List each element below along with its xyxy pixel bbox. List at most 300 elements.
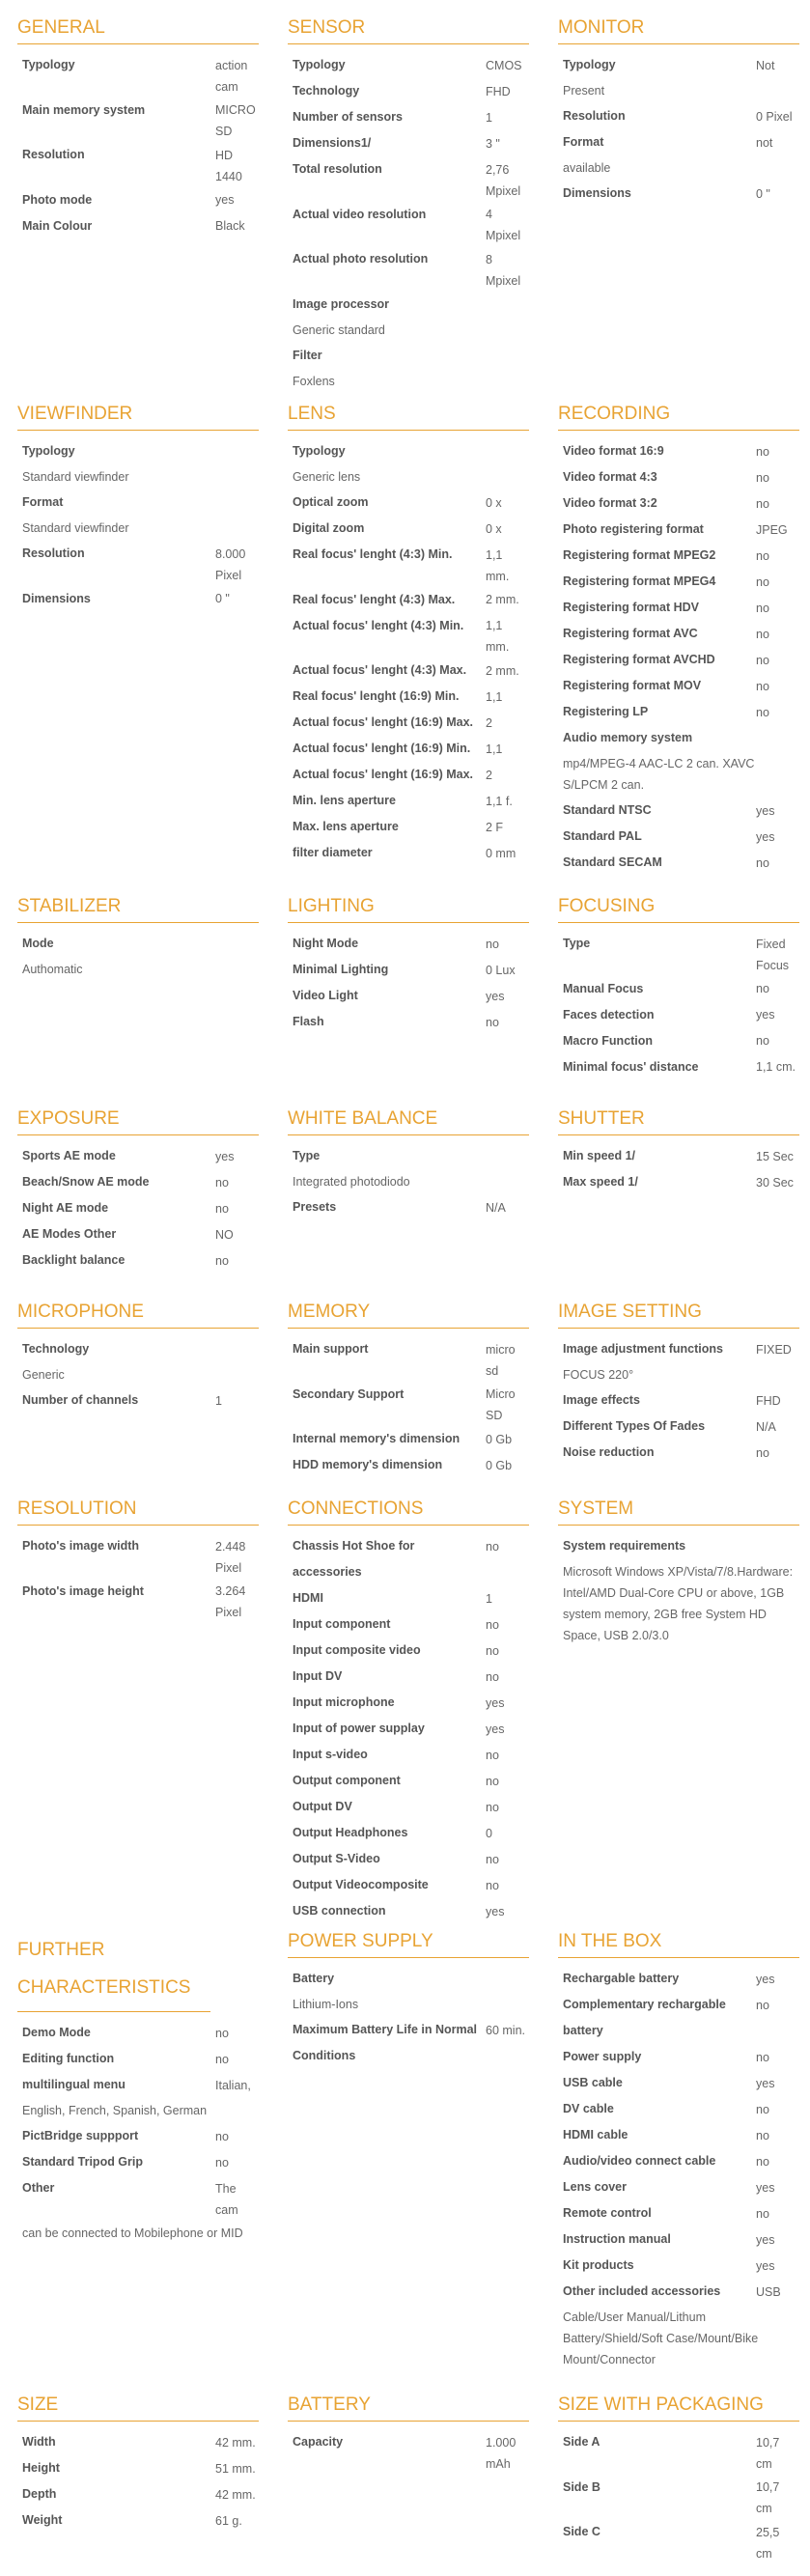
spec-value: 0 Lux	[486, 963, 516, 977]
spec-value: no	[756, 627, 769, 641]
spec-label: Registering format AVCHD	[563, 653, 715, 666]
spec-row	[22, 2020, 259, 2046]
spec-text: Authomatic	[22, 963, 83, 976]
spec-label: Actual focus' lenght (4:3) Max.	[293, 663, 467, 677]
spec-row	[22, 98, 259, 143]
spec-value: no	[215, 1175, 229, 1190]
spec-row	[293, 1898, 529, 1924]
spec-value: 25,5 cm	[756, 2525, 780, 2561]
spec-value: no	[756, 679, 769, 693]
spec-value: NO	[215, 1227, 234, 1242]
spec-row	[563, 438, 799, 464]
spec-value: 1,1	[486, 689, 503, 704]
spec-row	[22, 187, 259, 213]
spec-label: Number of channels	[22, 1393, 139, 1407]
spec-value: FIXED	[756, 1342, 792, 1357]
spec-label: Main support	[293, 1342, 369, 1356]
spec-label: Audio/video connect cable	[563, 2154, 716, 2168]
spec-label: Standard PAL	[563, 829, 642, 843]
spec-value: USB	[756, 2284, 781, 2299]
spec-value: yes	[215, 1149, 235, 1163]
spec-row	[22, 2149, 259, 2175]
spec-label: Typology	[293, 58, 346, 71]
spec-list	[558, 52, 799, 207]
spec-row	[293, 684, 529, 710]
spec-row	[563, 103, 799, 129]
spec-value: 0 Pixel	[756, 109, 793, 124]
spec-row	[293, 202, 529, 247]
spec-label: Resolution	[22, 546, 85, 560]
spec-label: Dimensions1/	[293, 136, 372, 150]
spec-list	[288, 1533, 529, 1924]
spec-label: Real focus' lenght (4:3) Min.	[293, 547, 453, 561]
spec-list	[288, 1336, 529, 1478]
section-size-with-packaging	[558, 2394, 799, 2564]
spec-label: Rechargable battery	[563, 1972, 680, 1985]
spec-value: yes	[486, 1722, 505, 1736]
spec-value: no	[756, 2102, 769, 2116]
spec-row	[293, 587, 529, 613]
spec-list	[558, 2429, 799, 2564]
spec-value: MICRO SD	[215, 103, 256, 138]
spec-text: Generic lens	[293, 470, 361, 484]
spec-row	[563, 2200, 799, 2226]
spec-row	[563, 2044, 799, 2070]
spec-value: 0	[486, 1826, 492, 1840]
spec-row	[22, 1143, 259, 1169]
spec-value: 1	[486, 110, 492, 125]
spec-label: Macro Function	[563, 1033, 654, 1048]
section-title: POWER SUPPLY	[288, 1931, 529, 1958]
spec-value: yes	[756, 1972, 775, 1986]
spec-row	[22, 931, 259, 957]
spec-row	[293, 1638, 529, 1664]
spec-value: no	[756, 653, 769, 667]
spec-value: 1,1 cm.	[756, 1060, 796, 1074]
spec-label: Beach/Snow AE mode	[22, 1175, 150, 1189]
section-microphone	[17, 1302, 259, 1414]
spec-list	[558, 1143, 799, 1195]
spec-label: Digital zoom	[293, 521, 365, 535]
spec-row	[293, 130, 529, 156]
spec-value: 2	[486, 768, 492, 782]
spec-label: Output Videocomposite	[293, 1878, 429, 1891]
spec-row	[563, 2475, 799, 2520]
spec-label: Image adjustment functions	[563, 1342, 723, 1356]
spec-row	[293, 1872, 529, 1898]
spec-label: Optical zoom	[293, 495, 369, 509]
spec-value: 3 "	[486, 136, 500, 151]
spec-row	[563, 1028, 799, 1054]
spec-list	[558, 1336, 799, 1466]
spec-list	[288, 52, 529, 394]
spec-row	[293, 613, 529, 658]
spec-label: Format	[22, 495, 64, 509]
spec-list	[288, 2429, 529, 2475]
spec-label: multilingual menu	[22, 2078, 126, 2091]
spec-row	[563, 1966, 799, 1992]
spec-row	[22, 1247, 259, 1274]
spec-value: 42 mm.	[215, 2435, 256, 2450]
spec-value: micro sd	[486, 1342, 516, 1378]
spec-text: mp4/MPEG-4 AAC-LC 2 can. XAVC S/LPCM 2 can.	[563, 757, 755, 792]
spec-label: Max speed 1/	[563, 1175, 638, 1189]
spec-row	[293, 2017, 529, 2069]
spec-label: Registering format MOV	[563, 679, 702, 692]
spec-label: Input DV	[293, 1669, 343, 1683]
spec-row	[293, 490, 529, 516]
spec-label: Night AE mode	[22, 1201, 109, 1215]
spec-label: Filter	[293, 348, 322, 362]
section-title: LENS	[288, 404, 529, 431]
spec-row	[22, 490, 259, 516]
section-power-supply	[288, 1931, 529, 2069]
section-in-the-box	[558, 1931, 799, 2372]
spec-value: no	[486, 1539, 499, 1554]
spec-label: AE Modes Other	[22, 1227, 117, 1241]
spec-list	[558, 1966, 799, 2372]
spec-label: Input component	[293, 1617, 391, 1631]
spec-text: FOCUS 220°	[563, 1368, 634, 1382]
spec-row	[293, 343, 529, 369]
spec-label: Total resolution	[293, 162, 382, 176]
spec-row	[563, 2519, 799, 2564]
spec-value: no	[486, 1617, 499, 1632]
spec-row	[293, 1690, 529, 1716]
spec-value: no	[756, 1998, 769, 2012]
spec-value: Micro SD	[486, 1387, 516, 1422]
spec-row	[563, 1992, 799, 2044]
spec-label: Output Headphones	[293, 1826, 408, 1839]
spec-value: 4 Mpixel	[486, 208, 521, 242]
spec-row	[563, 464, 799, 490]
spec-list	[17, 2429, 259, 2534]
spec-label: Technology	[22, 1342, 90, 1356]
spec-row	[293, 104, 529, 130]
section-title: IMAGE SETTING	[558, 1302, 799, 1329]
spec-row	[563, 1002, 799, 1028]
spec-row	[22, 1221, 259, 1247]
spec-value: no	[756, 705, 769, 719]
spec-value: HD 1440	[215, 148, 242, 183]
spec-label: Image effects	[563, 1393, 640, 1407]
spec-label: Real focus' lenght (16:9) Min.	[293, 689, 460, 703]
spec-row	[22, 2429, 259, 2455]
spec-row	[563, 1336, 799, 1362]
spec-label: Registering LP	[563, 705, 649, 718]
section-stabilizer	[17, 896, 259, 982]
spec-list	[558, 438, 799, 876]
spec-row	[563, 976, 799, 1002]
section-title: FOCUSING	[558, 896, 799, 923]
spec-label: Complementary rechargable battery	[563, 1998, 726, 2037]
spec-value: no	[486, 1015, 499, 1029]
spec-list	[558, 1533, 799, 1648]
spec-value: yes	[215, 193, 235, 207]
spec-value: no	[756, 855, 769, 870]
section-title: STABILIZER	[17, 896, 259, 923]
spec-text: Foxlens	[293, 374, 335, 388]
spec-label: Different Types Of Fades	[563, 1419, 706, 1433]
spec-label: Presets	[293, 1200, 337, 1214]
spec-list	[17, 438, 259, 612]
spec-label: Photo's image height	[22, 1583, 144, 1598]
spec-label: Battery	[293, 1972, 335, 1985]
spec-row	[563, 1054, 799, 1080]
spec-row	[293, 1533, 529, 1585]
section-image-setting	[558, 1302, 799, 1466]
spec-label: Input s-video	[293, 1748, 368, 1761]
section-lens	[288, 404, 529, 866]
spec-value: 15 Sec	[756, 1149, 794, 1163]
spec-label: Sports AE mode	[22, 1149, 116, 1162]
spec-value: no	[756, 601, 769, 615]
spec-value: CMOS	[486, 58, 522, 72]
spec-row	[22, 2455, 259, 2481]
spec-label: Registering format HDV	[563, 601, 699, 614]
section-title: EXPOSURE	[17, 1108, 259, 1135]
spec-label: Dimensions	[563, 186, 631, 200]
spec-list	[17, 1143, 259, 1274]
spec-row	[22, 541, 259, 586]
spec-value: no	[215, 2155, 229, 2170]
spec-row	[293, 658, 529, 684]
spec-value: 0 "	[756, 186, 770, 201]
spec-value: no	[215, 2052, 229, 2066]
spec-label: Actual focus' lenght (16:9) Min.	[293, 742, 471, 755]
spec-label: Input microphone	[293, 1695, 395, 1709]
spec-row	[293, 983, 529, 1009]
spec-value: 2 mm.	[486, 593, 519, 606]
spec-value: no	[486, 1774, 499, 1788]
spec-row	[293, 1452, 529, 1478]
spec-value: no	[756, 1034, 769, 1048]
spec-value: no	[756, 548, 769, 563]
spec-value: FHD	[486, 84, 511, 98]
section-battery	[288, 2394, 529, 2475]
spec-label: Standard SECAM	[563, 855, 662, 869]
spec-label: Height	[22, 2461, 60, 2475]
spec-label: DV cable	[563, 2102, 614, 2115]
spec-text: Cable/User Manual/Lithum Battery/Shield/Soft Case/Mount/Bike Mount/Connector	[563, 2310, 759, 2366]
spec-row	[563, 1169, 799, 1195]
spec-label: Kit products	[563, 2258, 634, 2272]
spec-row	[563, 798, 799, 824]
spec-label: Min. lens aperture	[293, 794, 396, 807]
spec-value: 1.000 mAh	[486, 2435, 517, 2471]
spec-value: 2.448 Pixel	[215, 1539, 246, 1575]
spec-label: Actual focus' lenght (16:9) Max.	[293, 715, 474, 729]
section-lighting	[288, 896, 529, 1035]
spec-label: Maximum Battery Life in Normal Conditions	[293, 2023, 478, 2062]
spec-label: HDMI cable	[563, 2128, 628, 2142]
spec-label: Manual Focus	[563, 981, 644, 995]
section-focusing	[558, 896, 799, 1080]
spec-row	[563, 543, 799, 569]
spec-value: Fixed Focus	[756, 937, 790, 972]
section-title: VIEWFINDER	[17, 404, 259, 431]
spec-value: no	[756, 574, 769, 589]
spec-label: Secondary Support	[293, 1386, 405, 1401]
section-title: GENERAL	[17, 17, 259, 44]
section-system	[558, 1498, 799, 1648]
spec-label: Registering format MPEG2	[563, 548, 716, 562]
spec-value: yes	[756, 1008, 775, 1022]
spec-row	[22, 1195, 259, 1221]
spec-row	[563, 725, 799, 751]
spec-row	[22, 586, 259, 612]
spec-label: USB connection	[293, 1904, 386, 1918]
spec-row	[563, 850, 799, 876]
spec-row	[22, 2046, 259, 2072]
spec-row	[22, 2072, 259, 2098]
spec-label: Typology	[293, 444, 346, 458]
spec-list	[17, 1533, 259, 1623]
spec-text: Generic	[22, 1368, 65, 1382]
spec-row	[293, 1716, 529, 1742]
spec-label: PictBridge suppport	[22, 2129, 139, 2142]
spec-row	[563, 2174, 799, 2200]
spec-label: Output S-Video	[293, 1852, 380, 1865]
spec-label: Side A	[563, 2435, 601, 2449]
spec-text: can be connected to Mobilephone or MID	[22, 2226, 243, 2240]
spec-value: yes	[486, 989, 505, 1003]
spec-label: Output DV	[293, 1800, 352, 1813]
spec-value: yes	[486, 1904, 505, 1918]
spec-row	[22, 2175, 259, 2221]
spec-value: JPEG	[756, 522, 788, 537]
spec-label: Registering format AVC	[563, 627, 698, 640]
spec-row	[22, 2123, 259, 2149]
spec-row	[22, 1579, 259, 1624]
spec-row	[563, 2253, 799, 2279]
spec-value: yes	[756, 2076, 775, 2090]
spec-row	[293, 156, 529, 202]
spec-row	[293, 1426, 529, 1452]
spec-label: Typology	[22, 58, 75, 71]
section-recording	[558, 404, 799, 876]
spec-label: Photo registering format	[563, 522, 704, 536]
spec-label: Resolution	[22, 148, 85, 161]
spec-row	[293, 1585, 529, 1611]
spec-label: Video format 3:2	[563, 496, 657, 510]
spec-value: 30 Sec	[756, 1175, 794, 1190]
spec-value: Black	[215, 219, 245, 233]
spec-row	[293, 516, 529, 542]
spec-label: System requirements	[563, 1539, 686, 1553]
section-title: IN THE BOX	[558, 1931, 799, 1958]
spec-row	[563, 52, 799, 78]
spec-label: Number of sensors	[293, 110, 403, 124]
spec-value: 1,1 mm.	[486, 619, 510, 654]
section-viewfinder	[17, 404, 259, 612]
spec-row	[563, 490, 799, 517]
spec-label: Photo mode	[22, 192, 93, 207]
spec-row	[293, 762, 529, 788]
section-general	[17, 17, 259, 239]
spec-label: Capacity	[293, 2435, 344, 2449]
spec-row	[563, 931, 799, 976]
spec-label: HDD memory's dimension	[293, 1458, 443, 1471]
spec-label: Type	[563, 937, 591, 950]
spec-value: 1,1 f.	[486, 794, 513, 808]
spec-label: Actual photo resolution	[293, 252, 429, 266]
spec-value: no	[486, 1852, 499, 1866]
section-sensor	[288, 17, 529, 394]
spec-value: yes	[756, 2232, 775, 2247]
spec-value: no	[756, 496, 769, 511]
spec-row	[293, 931, 529, 957]
spec-row	[563, 621, 799, 647]
spec-label: Depth	[22, 2487, 57, 2501]
spec-text: Lithium-Ions	[293, 1998, 359, 2011]
spec-row	[563, 699, 799, 725]
spec-label: Lens cover	[563, 2180, 628, 2194]
spec-list	[558, 931, 799, 1080]
spec-row	[293, 957, 529, 983]
spec-row	[293, 246, 529, 292]
spec-value: 8 Mpixel	[486, 252, 521, 288]
spec-list	[288, 1143, 529, 1220]
spec-row	[293, 1768, 529, 1794]
spec-row	[293, 1009, 529, 1035]
spec-value: no	[756, 982, 769, 995]
spec-text: available	[563, 161, 611, 175]
spec-value: 10,7 cm	[756, 2480, 780, 2515]
section-title: SYSTEM	[558, 1498, 799, 1526]
spec-value: 0 mm	[486, 846, 517, 860]
spec-value: yes	[486, 1695, 505, 1710]
spec-row	[563, 517, 799, 543]
spec-row	[563, 2096, 799, 2122]
spec-row	[563, 2122, 799, 2148]
spec-label: Input of power supplay	[293, 1722, 425, 1735]
spec-value: yes	[756, 2180, 775, 2195]
spec-row	[563, 595, 799, 621]
spec-value: yes	[756, 803, 775, 818]
spec-label: Photo's image width	[22, 1539, 140, 1553]
spec-row	[563, 2148, 799, 2174]
spec-label: Night Mode	[293, 937, 359, 950]
spec-label: Mode	[22, 937, 54, 950]
spec-row	[293, 840, 529, 866]
spec-label: Weight	[22, 2513, 63, 2527]
spec-label: Type	[293, 1149, 321, 1162]
spec-label: Min speed 1/	[563, 1149, 636, 1162]
section-title: SIZE	[17, 2394, 259, 2422]
spec-value: no	[756, 444, 769, 459]
spec-row	[22, 213, 259, 239]
spec-row	[22, 1169, 259, 1195]
spec-value: no	[756, 2154, 769, 2169]
spec-value: no	[756, 1445, 769, 1460]
spec-value: 2 mm.	[486, 663, 519, 678]
spec-row	[22, 1336, 259, 1362]
spec-label: Video Light	[293, 989, 358, 1002]
spec-list	[17, 52, 259, 239]
spec-text: Generic standard	[293, 322, 385, 337]
section-title: RECORDING	[558, 404, 799, 431]
spec-value: no	[756, 2050, 769, 2064]
spec-row	[563, 1387, 799, 1414]
spec-value: 0 x	[486, 495, 502, 510]
spec-value: no	[486, 1643, 499, 1658]
section-title: RESOLUTION	[17, 1498, 259, 1526]
spec-row	[293, 1143, 529, 1169]
spec-label: Registering format MPEG4	[563, 574, 716, 588]
section-title: SIZE WITH PACKAGING	[558, 2394, 799, 2422]
spec-label: Real focus' lenght (4:3) Max.	[293, 592, 456, 606]
